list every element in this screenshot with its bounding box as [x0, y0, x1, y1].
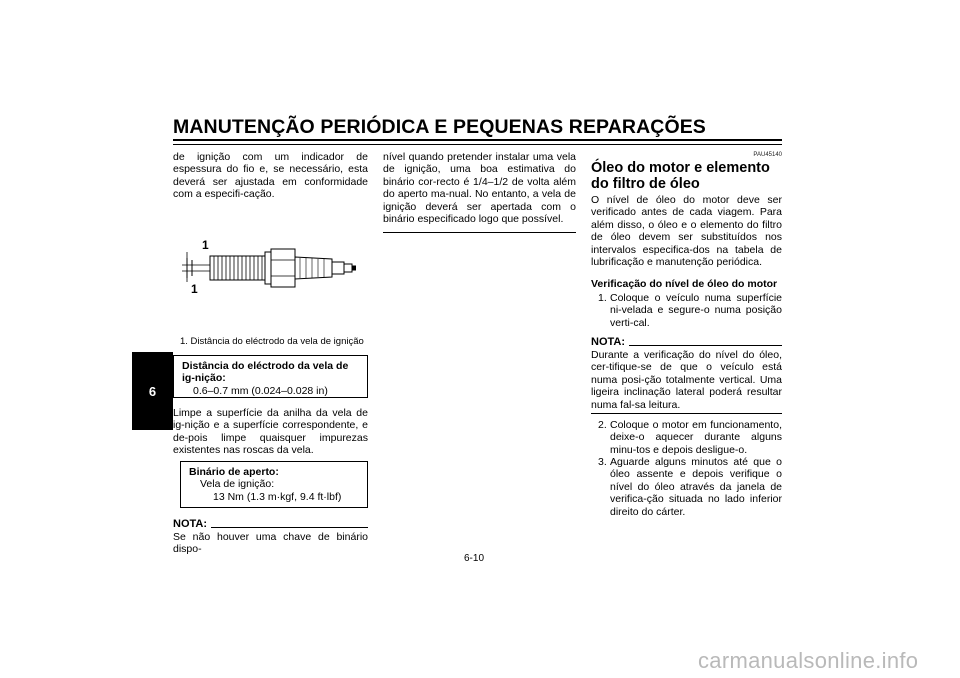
column-2 [383, 151, 576, 225]
figure-label-top: 1 [202, 238, 209, 252]
section-code: PAU45140 [753, 152, 782, 158]
watermark: carmanualsonline.info [698, 648, 919, 673]
spec-box-value: 0.6–0.7 mm (0.024–0.028 in) [193, 384, 328, 397]
torque-box-item: Vela de ignição: [200, 478, 275, 491]
step-2-text: Coloque o motor em funcionamento, deixe-o aquecer durante alguns minu-tos e depois desligue-o. [610, 419, 782, 456]
section-heading: Óleo do motor e elemento do filtro de óleo [591, 160, 770, 192]
step-1-number: 1. [598, 292, 607, 304]
col1-paragraph-1: de ignição com um indicador de espessura do fio e, se necessário, esta deverá ser ajustada em conformidade com a especifi-cação. [173, 151, 368, 201]
col3-nota-end-rule [591, 413, 782, 414]
torque-spec-box [180, 461, 368, 508]
chapter-tab: 6 [132, 352, 173, 430]
step-1 [598, 292, 782, 329]
col1-paragraph-2-wrap [173, 407, 368, 457]
step-2-number: 2. [598, 419, 607, 431]
step-1-text: Coloque o veículo numa superfície ni-velada e segure-o numa posição verti-cal. [610, 292, 782, 329]
col3-paragraph-1: O nível de óleo do motor deve ser verificado antes de cada viagem. Para além disso, o óleo e o elemento do filtro de óleo devem ser substituídos nos intervalos especifica-dos na tabela de lubrificação e manutenção periódica. [591, 194, 782, 269]
col3-nota-heading [591, 336, 782, 348]
col3-nota-text: Durante a verificação do nível do óleo, cer-tifique-se de que o veículo está numa posi-ção totalmente vertical. Uma ligeira inclinação lateral poderá resultar numa fal-sa leitura. [591, 349, 782, 411]
col1-paragraph-2: Limpe a superfície da anilha da vela de ig-nição e a superfície correspondente, e de-pois limpe quaisquer impurezas existentes nas roscas da vela. [173, 407, 368, 457]
col2-paragraph-1: nível quando pretender instalar uma vela de ignição, uma boa estimativa do binário cor-recto é 1/4–1/2 de volta além do aperto ma-nual. No entanto, a vela de ignição deverá ser apertada com o binário especificado logo que possível. [383, 151, 576, 226]
title-rule-thin [173, 144, 782, 145]
col1-nota-text: Se não houver uma chave de binário dispo- [173, 531, 368, 556]
col3-nota-label: NOTA: [591, 336, 626, 348]
torque-box-title: Binário de aperto: [189, 466, 279, 478]
torque-box-value: 13 Nm (1.3 m·kgf, 9.4 ft·lbf) [213, 490, 342, 503]
page-title: MANUTENÇÃO PERIÓDICA E PEQUENAS REPARAÇÕES [173, 116, 706, 138]
figure-label-bottom: 1 [191, 282, 198, 296]
spark-plug-figure [180, 238, 365, 298]
title-rule-thick [173, 139, 782, 141]
figure-caption: 1. Distância do eléctrodo da vela de ignição [180, 336, 364, 347]
step-3 [598, 456, 782, 518]
col1-nota-label: NOTA: [173, 518, 208, 530]
page-number: 6-10 [464, 553, 485, 564]
step-3-number: 3. [598, 456, 607, 468]
col1-nota-heading [173, 518, 368, 530]
subsection-heading: Verificação do nível de óleo do motor [591, 278, 778, 290]
column-1 [173, 151, 368, 201]
electrode-gap-spec-box [173, 355, 368, 398]
step-3-text: Aguarde alguns minutos até que o óleo assente e depois verifique o nível do óleo através da janela de verifica-ção situada no lado inferior direito do cárter. [610, 456, 782, 518]
spec-box-title: Distância do eléctrodo da vela de ig-nição: [182, 360, 349, 385]
col2-end-rule [383, 232, 576, 233]
step-2 [598, 419, 782, 456]
